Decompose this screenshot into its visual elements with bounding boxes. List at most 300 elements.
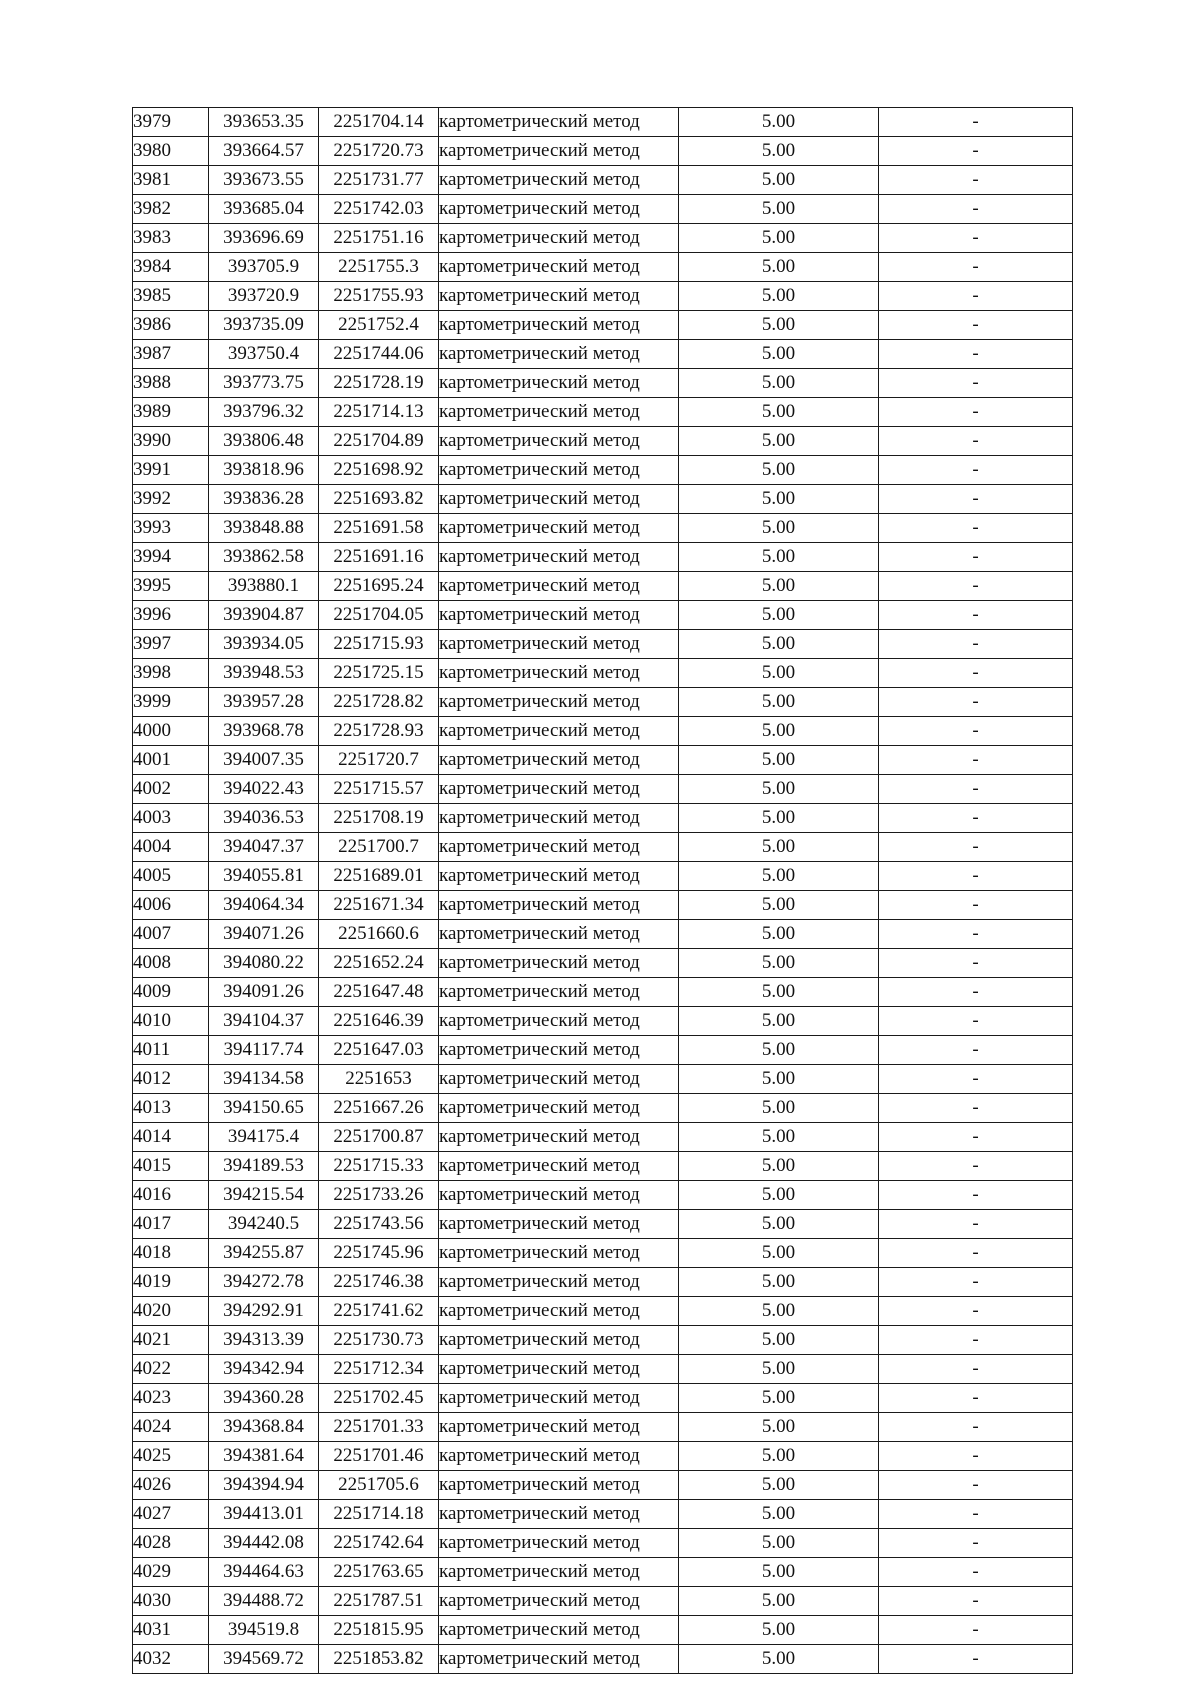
note-cell: -	[879, 775, 1073, 804]
table-row	[133, 1355, 1073, 1384]
accuracy-cell: 5.00	[679, 775, 879, 804]
table-row	[133, 1442, 1073, 1471]
x-coordinate-cell: 394071.26	[209, 920, 319, 949]
method-cell: картометрический метод	[439, 1326, 679, 1355]
method-cell: картометрический метод	[439, 137, 679, 166]
x-coordinate-cell: 394007.35	[209, 746, 319, 775]
note-cell: -	[879, 485, 1073, 514]
x-coordinate-cell: 393836.28	[209, 485, 319, 514]
table-row	[133, 311, 1073, 340]
note-cell: -	[879, 224, 1073, 253]
accuracy-cell: 5.00	[679, 195, 879, 224]
x-coordinate-cell: 394240.5	[209, 1210, 319, 1239]
y-coordinate-cell: 2251698.92	[319, 456, 439, 485]
point-number-cell: 3996	[133, 601, 209, 630]
x-coordinate-cell: 393664.57	[209, 137, 319, 166]
point-number-cell: 4001	[133, 746, 209, 775]
point-number-cell: 4006	[133, 891, 209, 920]
table-row	[133, 1413, 1073, 1442]
note-cell: -	[879, 195, 1073, 224]
note-cell: -	[879, 630, 1073, 659]
y-coordinate-cell: 2251700.7	[319, 833, 439, 862]
method-cell: картометрический метод	[439, 949, 679, 978]
point-number-cell: 3983	[133, 224, 209, 253]
accuracy-cell: 5.00	[679, 282, 879, 311]
table-row	[133, 833, 1073, 862]
note-cell: -	[879, 804, 1073, 833]
x-coordinate-cell: 393957.28	[209, 688, 319, 717]
point-number-cell: 3998	[133, 659, 209, 688]
method-cell: картометрический метод	[439, 514, 679, 543]
note-cell: -	[879, 978, 1073, 1007]
x-coordinate-cell: 393673.55	[209, 166, 319, 195]
table-row	[133, 1645, 1073, 1674]
point-number-cell: 3991	[133, 456, 209, 485]
table-row	[133, 485, 1073, 514]
method-cell: картометрический метод	[439, 891, 679, 920]
accuracy-cell: 5.00	[679, 1065, 879, 1094]
y-coordinate-cell: 2251667.26	[319, 1094, 439, 1123]
accuracy-cell: 5.00	[679, 601, 879, 630]
note-cell: -	[879, 1500, 1073, 1529]
accuracy-cell: 5.00	[679, 891, 879, 920]
table-row	[133, 195, 1073, 224]
method-cell: картометрический метод	[439, 427, 679, 456]
accuracy-cell: 5.00	[679, 456, 879, 485]
accuracy-cell: 5.00	[679, 833, 879, 862]
accuracy-cell: 5.00	[679, 1442, 879, 1471]
accuracy-cell: 5.00	[679, 920, 879, 949]
method-cell: картометрический метод	[439, 833, 679, 862]
point-number-cell: 3989	[133, 398, 209, 427]
note-cell: -	[879, 1036, 1073, 1065]
x-coordinate-cell: 394413.01	[209, 1500, 319, 1529]
point-number-cell: 4004	[133, 833, 209, 862]
point-number-cell: 4012	[133, 1065, 209, 1094]
x-coordinate-cell: 393904.87	[209, 601, 319, 630]
y-coordinate-cell: 2251701.46	[319, 1442, 439, 1471]
accuracy-cell: 5.00	[679, 137, 879, 166]
x-coordinate-cell: 394488.72	[209, 1587, 319, 1616]
note-cell: -	[879, 1007, 1073, 1036]
point-number-cell: 4028	[133, 1529, 209, 1558]
accuracy-cell: 5.00	[679, 1268, 879, 1297]
accuracy-cell: 5.00	[679, 1413, 879, 1442]
table-row	[133, 398, 1073, 427]
x-coordinate-cell: 393948.53	[209, 659, 319, 688]
method-cell: картометрический метод	[439, 601, 679, 630]
x-coordinate-cell: 394189.53	[209, 1152, 319, 1181]
y-coordinate-cell: 2251691.58	[319, 514, 439, 543]
point-number-cell: 4025	[133, 1442, 209, 1471]
x-coordinate-cell: 393818.96	[209, 456, 319, 485]
x-coordinate-cell: 394272.78	[209, 1268, 319, 1297]
x-coordinate-cell: 394047.37	[209, 833, 319, 862]
note-cell: -	[879, 1152, 1073, 1181]
x-coordinate-cell: 393968.78	[209, 717, 319, 746]
y-coordinate-cell: 2251728.19	[319, 369, 439, 398]
note-cell: -	[879, 137, 1073, 166]
table-row	[133, 775, 1073, 804]
note-cell: -	[879, 282, 1073, 311]
point-number-cell: 3992	[133, 485, 209, 514]
accuracy-cell: 5.00	[679, 485, 879, 514]
note-cell: -	[879, 1645, 1073, 1674]
note-cell: -	[879, 891, 1073, 920]
x-coordinate-cell: 394381.64	[209, 1442, 319, 1471]
point-number-cell: 4030	[133, 1587, 209, 1616]
note-cell: -	[879, 1587, 1073, 1616]
method-cell: картометрический метод	[439, 1181, 679, 1210]
method-cell: картометрический метод	[439, 1268, 679, 1297]
note-cell: -	[879, 1123, 1073, 1152]
y-coordinate-cell: 2251743.56	[319, 1210, 439, 1239]
note-cell: -	[879, 1471, 1073, 1500]
method-cell: картометрический метод	[439, 1297, 679, 1326]
accuracy-cell: 5.00	[679, 978, 879, 1007]
method-cell: картометрический метод	[439, 253, 679, 282]
method-cell: картометрический метод	[439, 195, 679, 224]
table-row	[133, 804, 1073, 833]
accuracy-cell: 5.00	[679, 1471, 879, 1500]
y-coordinate-cell: 2251745.96	[319, 1239, 439, 1268]
accuracy-cell: 5.00	[679, 1384, 879, 1413]
point-number-cell: 4023	[133, 1384, 209, 1413]
table-row	[133, 427, 1073, 456]
accuracy-cell: 5.00	[679, 659, 879, 688]
x-coordinate-cell: 394036.53	[209, 804, 319, 833]
y-coordinate-cell: 2251751.16	[319, 224, 439, 253]
note-cell: -	[879, 456, 1073, 485]
note-cell: -	[879, 1239, 1073, 1268]
x-coordinate-cell: 393934.05	[209, 630, 319, 659]
x-coordinate-cell: 394368.84	[209, 1413, 319, 1442]
point-number-cell: 4003	[133, 804, 209, 833]
point-number-cell: 4026	[133, 1471, 209, 1500]
table-row	[133, 1181, 1073, 1210]
point-number-cell: 3990	[133, 427, 209, 456]
point-number-cell: 3985	[133, 282, 209, 311]
point-number-cell: 4022	[133, 1355, 209, 1384]
accuracy-cell: 5.00	[679, 949, 879, 978]
method-cell: картометрический метод	[439, 282, 679, 311]
x-coordinate-cell: 393750.4	[209, 340, 319, 369]
method-cell: картометрический метод	[439, 1152, 679, 1181]
note-cell: -	[879, 920, 1073, 949]
table-row	[133, 688, 1073, 717]
point-number-cell: 4013	[133, 1094, 209, 1123]
y-coordinate-cell: 2251689.01	[319, 862, 439, 891]
accuracy-cell: 5.00	[679, 717, 879, 746]
x-coordinate-cell: 394215.54	[209, 1181, 319, 1210]
table-row	[133, 601, 1073, 630]
method-cell: картометрический метод	[439, 340, 679, 369]
point-number-cell: 4016	[133, 1181, 209, 1210]
note-cell: -	[879, 572, 1073, 601]
method-cell: картометрический метод	[439, 1413, 679, 1442]
accuracy-cell: 5.00	[679, 1239, 879, 1268]
method-cell: картометрический метод	[439, 659, 679, 688]
accuracy-cell: 5.00	[679, 1152, 879, 1181]
method-cell: картометрический метод	[439, 1442, 679, 1471]
x-coordinate-cell: 394360.28	[209, 1384, 319, 1413]
method-cell: картометрический метод	[439, 1616, 679, 1645]
accuracy-cell: 5.00	[679, 108, 879, 137]
accuracy-cell: 5.00	[679, 514, 879, 543]
table-row	[133, 1123, 1073, 1152]
method-cell: картометрический метод	[439, 369, 679, 398]
accuracy-cell: 5.00	[679, 1036, 879, 1065]
point-number-cell: 4031	[133, 1616, 209, 1645]
x-coordinate-cell: 394117.74	[209, 1036, 319, 1065]
method-cell: картометрический метод	[439, 920, 679, 949]
accuracy-cell: 5.00	[679, 572, 879, 601]
note-cell: -	[879, 427, 1073, 456]
accuracy-cell: 5.00	[679, 1094, 879, 1123]
note-cell: -	[879, 601, 1073, 630]
point-number-cell: 3994	[133, 543, 209, 572]
table-row	[133, 1007, 1073, 1036]
table-row	[133, 1616, 1073, 1645]
table-row	[133, 1065, 1073, 1094]
method-cell: картометрический метод	[439, 311, 679, 340]
x-coordinate-cell: 394055.81	[209, 862, 319, 891]
note-cell: -	[879, 949, 1073, 978]
y-coordinate-cell: 2251752.4	[319, 311, 439, 340]
accuracy-cell: 5.00	[679, 1326, 879, 1355]
accuracy-cell: 5.00	[679, 311, 879, 340]
x-coordinate-cell: 394104.37	[209, 1007, 319, 1036]
point-number-cell: 4005	[133, 862, 209, 891]
x-coordinate-cell: 394394.94	[209, 1471, 319, 1500]
method-cell: картометрический метод	[439, 1036, 679, 1065]
table-row	[133, 1384, 1073, 1413]
y-coordinate-cell: 2251704.05	[319, 601, 439, 630]
table-row	[133, 369, 1073, 398]
method-cell: картометрический метод	[439, 746, 679, 775]
table-row	[133, 1152, 1073, 1181]
y-coordinate-cell: 2251704.89	[319, 427, 439, 456]
note-cell: -	[879, 717, 1073, 746]
point-number-cell: 4029	[133, 1558, 209, 1587]
point-number-cell: 4011	[133, 1036, 209, 1065]
y-coordinate-cell: 2251705.6	[319, 1471, 439, 1500]
y-coordinate-cell: 2251653	[319, 1065, 439, 1094]
method-cell: картометрический метод	[439, 804, 679, 833]
method-cell: картометрический метод	[439, 978, 679, 1007]
y-coordinate-cell: 2251728.93	[319, 717, 439, 746]
note-cell: -	[879, 659, 1073, 688]
x-coordinate-cell: 393773.75	[209, 369, 319, 398]
x-coordinate-cell: 394064.34	[209, 891, 319, 920]
x-coordinate-cell: 394292.91	[209, 1297, 319, 1326]
table-row	[133, 253, 1073, 282]
accuracy-cell: 5.00	[679, 1645, 879, 1674]
note-cell: -	[879, 1616, 1073, 1645]
accuracy-cell: 5.00	[679, 862, 879, 891]
x-coordinate-cell: 393796.32	[209, 398, 319, 427]
method-cell: картометрический метод	[439, 1471, 679, 1500]
note-cell: -	[879, 1355, 1073, 1384]
table-row	[133, 1239, 1073, 1268]
x-coordinate-cell: 393696.69	[209, 224, 319, 253]
y-coordinate-cell: 2251742.64	[319, 1529, 439, 1558]
point-number-cell: 3999	[133, 688, 209, 717]
accuracy-cell: 5.00	[679, 1355, 879, 1384]
y-coordinate-cell: 2251728.82	[319, 688, 439, 717]
y-coordinate-cell: 2251744.06	[319, 340, 439, 369]
note-cell: -	[879, 340, 1073, 369]
note-cell: -	[879, 543, 1073, 572]
x-coordinate-cell: 393653.35	[209, 108, 319, 137]
y-coordinate-cell: 2251691.16	[319, 543, 439, 572]
y-coordinate-cell: 2251720.73	[319, 137, 439, 166]
y-coordinate-cell: 2251646.39	[319, 1007, 439, 1036]
note-cell: -	[879, 253, 1073, 282]
x-coordinate-cell: 393720.9	[209, 282, 319, 311]
point-number-cell: 3981	[133, 166, 209, 195]
table-row	[133, 514, 1073, 543]
table-row	[133, 1558, 1073, 1587]
y-coordinate-cell: 2251733.26	[319, 1181, 439, 1210]
point-number-cell: 4015	[133, 1152, 209, 1181]
y-coordinate-cell: 2251755.3	[319, 253, 439, 282]
y-coordinate-cell: 2251701.33	[319, 1413, 439, 1442]
note-cell: -	[879, 398, 1073, 427]
point-number-cell: 4007	[133, 920, 209, 949]
y-coordinate-cell: 2251693.82	[319, 485, 439, 514]
coordinates-table	[132, 107, 1073, 1674]
table-row	[133, 340, 1073, 369]
table-row	[133, 224, 1073, 253]
y-coordinate-cell: 2251742.03	[319, 195, 439, 224]
y-coordinate-cell: 2251702.45	[319, 1384, 439, 1413]
point-number-cell: 3984	[133, 253, 209, 282]
method-cell: картометрический метод	[439, 543, 679, 572]
y-coordinate-cell: 2251714.18	[319, 1500, 439, 1529]
table-row	[133, 166, 1073, 195]
point-number-cell: 3986	[133, 311, 209, 340]
accuracy-cell: 5.00	[679, 224, 879, 253]
note-cell: -	[879, 1268, 1073, 1297]
x-coordinate-cell: 394175.4	[209, 1123, 319, 1152]
note-cell: -	[879, 108, 1073, 137]
y-coordinate-cell: 2251671.34	[319, 891, 439, 920]
accuracy-cell: 5.00	[679, 543, 879, 572]
table-row	[133, 1326, 1073, 1355]
accuracy-cell: 5.00	[679, 1210, 879, 1239]
table-row	[133, 572, 1073, 601]
method-cell: картометрический метод	[439, 1065, 679, 1094]
accuracy-cell: 5.00	[679, 1007, 879, 1036]
accuracy-cell: 5.00	[679, 1529, 879, 1558]
point-number-cell: 3982	[133, 195, 209, 224]
accuracy-cell: 5.00	[679, 1123, 879, 1152]
point-number-cell: 4014	[133, 1123, 209, 1152]
method-cell: картометрический метод	[439, 862, 679, 891]
y-coordinate-cell: 2251725.15	[319, 659, 439, 688]
note-cell: -	[879, 1384, 1073, 1413]
point-number-cell: 4008	[133, 949, 209, 978]
note-cell: -	[879, 746, 1073, 775]
note-cell: -	[879, 311, 1073, 340]
table-row	[133, 920, 1073, 949]
x-coordinate-cell: 394464.63	[209, 1558, 319, 1587]
y-coordinate-cell: 2251715.33	[319, 1152, 439, 1181]
y-coordinate-cell: 2251741.62	[319, 1297, 439, 1326]
note-cell: -	[879, 1297, 1073, 1326]
method-cell: картометрический метод	[439, 1645, 679, 1674]
table-row	[133, 1471, 1073, 1500]
y-coordinate-cell: 2251787.51	[319, 1587, 439, 1616]
table-row	[133, 1094, 1073, 1123]
x-coordinate-cell: 394519.8	[209, 1616, 319, 1645]
y-coordinate-cell: 2251708.19	[319, 804, 439, 833]
point-number-cell: 4021	[133, 1326, 209, 1355]
x-coordinate-cell: 394342.94	[209, 1355, 319, 1384]
accuracy-cell: 5.00	[679, 804, 879, 833]
y-coordinate-cell: 2251731.77	[319, 166, 439, 195]
accuracy-cell: 5.00	[679, 1500, 879, 1529]
note-cell: -	[879, 1326, 1073, 1355]
point-number-cell: 4002	[133, 775, 209, 804]
accuracy-cell: 5.00	[679, 166, 879, 195]
point-number-cell: 4018	[133, 1239, 209, 1268]
x-coordinate-cell: 393862.58	[209, 543, 319, 572]
table-row	[133, 1500, 1073, 1529]
note-cell: -	[879, 833, 1073, 862]
x-coordinate-cell: 394255.87	[209, 1239, 319, 1268]
point-number-cell: 4017	[133, 1210, 209, 1239]
note-cell: -	[879, 1413, 1073, 1442]
method-cell: картометрический метод	[439, 1239, 679, 1268]
table-row	[133, 1268, 1073, 1297]
point-number-cell: 3987	[133, 340, 209, 369]
point-number-cell: 4024	[133, 1413, 209, 1442]
point-number-cell: 4010	[133, 1007, 209, 1036]
table-row	[133, 1529, 1073, 1558]
accuracy-cell: 5.00	[679, 746, 879, 775]
accuracy-cell: 5.00	[679, 427, 879, 456]
table-row	[133, 978, 1073, 1007]
method-cell: картометрический метод	[439, 1558, 679, 1587]
method-cell: картометрический метод	[439, 485, 679, 514]
y-coordinate-cell: 2251715.93	[319, 630, 439, 659]
note-cell: -	[879, 369, 1073, 398]
coordinates-table-body	[133, 108, 1073, 1674]
point-number-cell: 4000	[133, 717, 209, 746]
x-coordinate-cell: 394569.72	[209, 1645, 319, 1674]
point-number-cell: 3997	[133, 630, 209, 659]
x-coordinate-cell: 394442.08	[209, 1529, 319, 1558]
method-cell: картометрический метод	[439, 1500, 679, 1529]
x-coordinate-cell: 394080.22	[209, 949, 319, 978]
note-cell: -	[879, 1442, 1073, 1471]
note-cell: -	[879, 166, 1073, 195]
accuracy-cell: 5.00	[679, 1616, 879, 1645]
accuracy-cell: 5.00	[679, 1297, 879, 1326]
method-cell: картометрический метод	[439, 1123, 679, 1152]
table-row	[133, 949, 1073, 978]
y-coordinate-cell: 2251763.65	[319, 1558, 439, 1587]
method-cell: картометрический метод	[439, 1355, 679, 1384]
point-number-cell: 3980	[133, 137, 209, 166]
table-row	[133, 1036, 1073, 1065]
note-cell: -	[879, 862, 1073, 891]
method-cell: картометрический метод	[439, 398, 679, 427]
method-cell: картометрический метод	[439, 717, 679, 746]
x-coordinate-cell: 393705.9	[209, 253, 319, 282]
